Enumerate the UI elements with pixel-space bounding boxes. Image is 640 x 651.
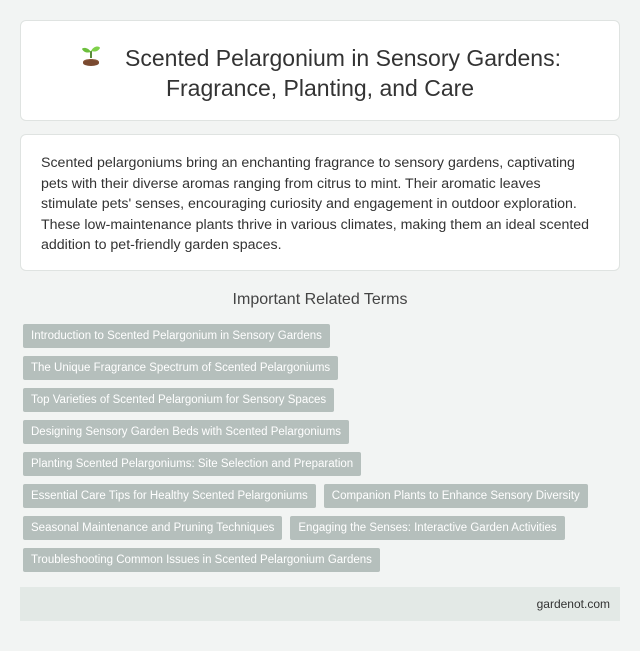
seedling-icon [79,44,103,70]
tag-row [23,548,623,580]
tag-row [23,324,623,356]
intro-text: Scented pelargoniums bring an enchanting fragrance to sensory gardens, captivating pets with their diverse aromas ranging from citrus to mint. Their aromatic leaves stimulate pets' senses, encouraging curiosity and engagement in outdoor exploration. These low-maintenance plants thrive in various climates, making them an ideal scented addition to pet-friendly garden spaces. [41,155,590,253]
intro-card [20,134,620,271]
tag-row [23,356,623,388]
tag-row [23,452,623,484]
title-line-1: Scented Pelargonium in Sensory Gardens: [125,45,561,71]
related-term-tag[interactable]: Essential Care Tips for Healthy Scented Pelargoniums [23,484,316,508]
related-term-tag[interactable]: Introduction to Scented Pelargonium in Sensory Gardens [23,324,330,348]
related-term-tag[interactable]: Planting Scented Pelargoniums: Site Selection and Preparation [23,452,361,476]
header-card [20,20,620,121]
tag-row [23,420,623,452]
related-terms-heading: Important Related Terms [232,291,408,308]
related-term-tag[interactable]: Companion Plants to Enhance Sensory Diversity [324,484,588,508]
related-term-tag[interactable]: Engaging the Senses: Interactive Garden Activities [290,516,564,540]
tag-row [23,484,623,516]
related-term-tag[interactable]: The Unique Fragrance Spectrum of Scented Pelargoniums [23,356,338,380]
page-title [21,43,619,103]
related-terms-list [23,324,623,580]
footer [20,587,620,621]
related-term-tag[interactable]: Troubleshooting Common Issues in Scented Pelargonium Gardens [23,548,380,572]
related-term-tag[interactable]: Top Varieties of Scented Pelargonium for Sensory Spaces [23,388,334,412]
footer-site-link[interactable]: gardenot.com [536,597,610,611]
tag-row [23,516,623,548]
related-term-tag[interactable]: Seasonal Maintenance and Pruning Techniques [23,516,282,540]
related-term-tag[interactable]: Designing Sensory Garden Beds with Scented Pelargoniums [23,420,349,444]
title-line-2: Fragrance, Planting, and Care [165,75,475,101]
tag-row [23,388,623,420]
